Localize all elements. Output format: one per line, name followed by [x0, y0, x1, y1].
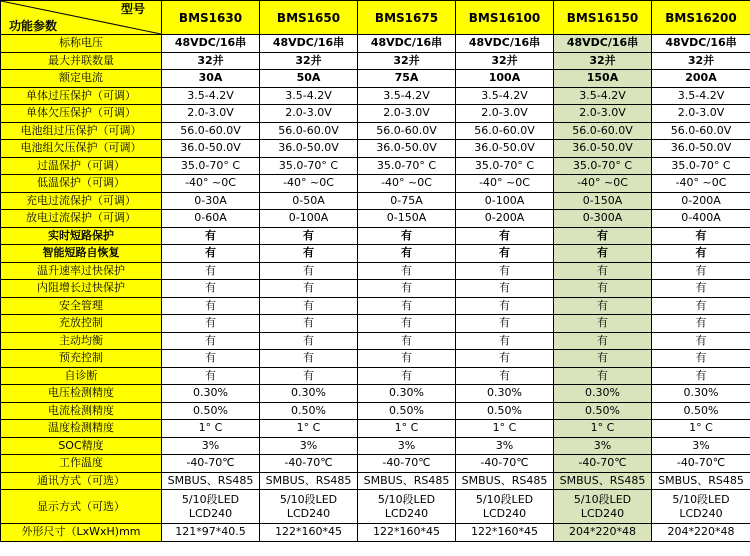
spec-value-cell: 0.30%	[358, 385, 456, 403]
spec-row	[1, 437, 750, 455]
spec-value-cell: 有	[554, 367, 652, 385]
spec-value-cell: -40-70℃	[652, 455, 750, 473]
spec-value-cell: 有	[358, 245, 456, 263]
spec-value-cell: 50A	[260, 70, 358, 88]
parameter-label: 温度检测精度	[1, 420, 162, 438]
spec-value-cell: 3%	[162, 437, 260, 455]
parameter-label: 预充控制	[1, 350, 162, 368]
spec-value-cell: 32并	[358, 52, 456, 70]
spec-value-cell: 有	[652, 262, 750, 280]
spec-value-cell: 3.5-4.2V	[456, 87, 554, 105]
spec-value-cell: 32并	[260, 52, 358, 70]
spec-value-cell: 有	[652, 280, 750, 298]
spec-value-cell: 有	[652, 297, 750, 315]
spec-value-cell: 有	[554, 332, 652, 350]
spec-row	[1, 350, 750, 368]
spec-value-cell: -40° ~0C	[652, 175, 750, 193]
spec-value-cell: 有	[162, 367, 260, 385]
spec-value-cell: 56.0-60.0V	[260, 122, 358, 140]
spec-row	[1, 385, 750, 403]
spec-value-cell: -40° ~0C	[162, 175, 260, 193]
spec-value-cell: 有	[554, 315, 652, 333]
spec-value-cell: 0-150A	[554, 192, 652, 210]
spec-value-cell: 有	[260, 315, 358, 333]
model-header-cell: BMS1675	[358, 1, 456, 35]
spec-row	[1, 52, 750, 70]
spec-value-cell: 5/10段LED LCD240	[162, 490, 260, 524]
spec-value-cell: 204*220*48	[652, 524, 750, 542]
spec-value-cell: 204*220*48	[554, 524, 652, 542]
spec-row	[1, 35, 750, 53]
spec-value-cell: 3.5-4.2V	[358, 87, 456, 105]
spec-value-cell: 56.0-60.0V	[358, 122, 456, 140]
spec-value-cell: 121*97*40.5	[162, 524, 260, 542]
parameter-label: 最大并联数量	[1, 52, 162, 70]
parameter-label: 外形尺寸（LxWxH)mm	[1, 524, 162, 542]
spec-value-cell: 有	[162, 315, 260, 333]
parameter-label: 单体欠压保护（可调）	[1, 105, 162, 123]
spec-row	[1, 524, 750, 542]
spec-value-cell: 有	[652, 350, 750, 368]
spec-value-cell: 有	[358, 315, 456, 333]
model-header-label: 型号	[120, 2, 145, 16]
spec-value-cell: 0.50%	[162, 402, 260, 420]
spec-value-cell: 36.0-50.0V	[652, 140, 750, 158]
parameter-label: 充电过流保护（可调）	[1, 192, 162, 210]
spec-row	[1, 315, 750, 333]
spec-value-cell: 0.50%	[358, 402, 456, 420]
spec-value-cell: 48VDC/16串	[162, 35, 260, 53]
spec-value-cell: 有	[554, 227, 652, 245]
spec-value-cell: -40° ~0C	[358, 175, 456, 193]
spec-row	[1, 402, 750, 420]
spec-value-cell: 0-400A	[652, 210, 750, 228]
spec-value-cell: -40-70℃	[162, 455, 260, 473]
model-header-cell: BMS16200	[652, 1, 750, 35]
parameter-label: 标称电压	[1, 35, 162, 53]
parameter-label: 工作温度	[1, 455, 162, 473]
model-header-cell: BMS16100	[456, 1, 554, 35]
spec-value-cell: 32并	[162, 52, 260, 70]
spec-value-cell: 有	[456, 297, 554, 315]
spec-value-cell: 0-30A	[162, 192, 260, 210]
spec-value-cell: 0-150A	[358, 210, 456, 228]
spec-row	[1, 332, 750, 350]
spec-value-cell: 2.0-3.0V	[358, 105, 456, 123]
spec-value-cell: 有	[554, 297, 652, 315]
spec-row	[1, 210, 750, 228]
spec-value-cell: 有	[162, 350, 260, 368]
model-header-cell: BMS1650	[260, 1, 358, 35]
spec-value-cell: 有	[456, 280, 554, 298]
spec-value-cell: 有	[358, 227, 456, 245]
spec-value-cell: 48VDC/16串	[358, 35, 456, 53]
spec-value-cell: 32并	[554, 52, 652, 70]
spec-value-cell: 36.0-50.0V	[260, 140, 358, 158]
spec-value-cell: 1° C	[554, 420, 652, 438]
spec-value-cell: 2.0-3.0V	[456, 105, 554, 123]
spec-value-cell: 有	[554, 350, 652, 368]
spec-row	[1, 157, 750, 175]
spec-row	[1, 122, 750, 140]
spec-value-cell: 有	[162, 245, 260, 263]
spec-value-cell: 0-100A	[260, 210, 358, 228]
spec-value-cell: 有	[260, 245, 358, 263]
spec-value-cell: 2.0-3.0V	[652, 105, 750, 123]
spec-value-cell: 3.5-4.2V	[652, 87, 750, 105]
spec-value-cell: 有	[456, 315, 554, 333]
parameter-label: 显示方式（可选）	[1, 490, 162, 524]
spec-row	[1, 175, 750, 193]
spec-value-cell: 1° C	[456, 420, 554, 438]
spec-value-cell: 0.30%	[652, 385, 750, 403]
spec-value-cell: 5/10段LED LCD240	[358, 490, 456, 524]
parameter-label: 低温保护（可调）	[1, 175, 162, 193]
spec-value-cell: 有	[652, 245, 750, 263]
spec-row	[1, 455, 750, 473]
spec-value-cell: 150A	[554, 70, 652, 88]
spec-value-cell: 有	[456, 367, 554, 385]
spec-value-cell: 200A	[652, 70, 750, 88]
spec-value-cell: 5/10段LED LCD240	[456, 490, 554, 524]
spec-value-cell: 36.0-50.0V	[456, 140, 554, 158]
spec-value-cell: 有	[358, 350, 456, 368]
header-corner-cell	[1, 1, 162, 35]
parameter-label: 过温保护（可调）	[1, 157, 162, 175]
spec-value-cell: 35.0-70° C	[456, 157, 554, 175]
spec-value-cell: 1° C	[260, 420, 358, 438]
spec-value-cell: 1° C	[652, 420, 750, 438]
spec-value-cell: 0.50%	[554, 402, 652, 420]
model-header-cell: BMS1630	[162, 1, 260, 35]
spec-row	[1, 297, 750, 315]
spec-value-cell: 0-200A	[652, 192, 750, 210]
spec-value-cell: 122*160*45	[456, 524, 554, 542]
spec-value-cell: 0.50%	[652, 402, 750, 420]
spec-value-cell: 有	[554, 245, 652, 263]
spec-value-cell: 有	[358, 280, 456, 298]
spec-value-cell: 有	[456, 350, 554, 368]
spec-value-cell: 有	[162, 297, 260, 315]
spec-value-cell: 36.0-50.0V	[358, 140, 456, 158]
spec-value-cell: 3.5-4.2V	[554, 87, 652, 105]
parameter-label: 电池组过压保护（可调）	[1, 122, 162, 140]
spec-value-cell: 35.0-70° C	[162, 157, 260, 175]
spec-value-cell: 有	[358, 332, 456, 350]
spec-value-cell: 35.0-70° C	[358, 157, 456, 175]
parameter-label: 单体过压保护（可调）	[1, 87, 162, 105]
spec-value-cell: 0.30%	[162, 385, 260, 403]
spec-value-cell: 2.0-3.0V	[554, 105, 652, 123]
spec-value-cell: -40-70℃	[554, 455, 652, 473]
spec-value-cell: 36.0-50.0V	[554, 140, 652, 158]
spec-value-cell: 有	[260, 262, 358, 280]
spec-value-cell: 0-50A	[260, 192, 358, 210]
parameter-label: 安全管理	[1, 297, 162, 315]
spec-row	[1, 367, 750, 385]
spec-value-cell: 有	[260, 350, 358, 368]
spec-value-cell: 0.50%	[456, 402, 554, 420]
spec-value-cell: -40° ~0C	[456, 175, 554, 193]
spec-value-cell: SMBUS、RS485	[162, 472, 260, 490]
spec-value-cell: 3%	[652, 437, 750, 455]
spec-value-cell: 122*160*45	[260, 524, 358, 542]
spec-value-cell: 有	[162, 227, 260, 245]
spec-value-cell: SMBUS、RS485	[652, 472, 750, 490]
spec-value-cell: 有	[652, 367, 750, 385]
spec-value-cell: 有	[554, 262, 652, 280]
spec-row	[1, 70, 750, 88]
spec-value-cell: 有	[260, 297, 358, 315]
spec-value-cell: 有	[652, 227, 750, 245]
spec-value-cell: 0-75A	[358, 192, 456, 210]
spec-value-cell: 35.0-70° C	[652, 157, 750, 175]
spec-value-cell: 有	[456, 332, 554, 350]
spec-value-cell: 3.5-4.2V	[260, 87, 358, 105]
spec-value-cell: 32并	[456, 52, 554, 70]
spec-value-cell: 1° C	[358, 420, 456, 438]
parameter-label: 主动均衡	[1, 332, 162, 350]
spec-row	[1, 245, 750, 263]
spec-value-cell: SMBUS、RS485	[358, 472, 456, 490]
model-header-cell: BMS16150	[554, 1, 652, 35]
spec-value-cell: 48VDC/16串	[652, 35, 750, 53]
spec-value-cell: 有	[260, 332, 358, 350]
spec-value-cell: 3%	[456, 437, 554, 455]
spec-value-cell: 32并	[652, 52, 750, 70]
spec-value-cell: 56.0-60.0V	[456, 122, 554, 140]
spec-value-cell: 0.30%	[554, 385, 652, 403]
spec-value-cell: 100A	[456, 70, 554, 88]
spec-value-cell: 48VDC/16串	[554, 35, 652, 53]
parameter-label: 放电过流保护（可调）	[1, 210, 162, 228]
spec-value-cell: 30A	[162, 70, 260, 88]
spec-value-cell: 1° C	[162, 420, 260, 438]
spec-value-cell: 0.30%	[260, 385, 358, 403]
parameter-label: 自诊断	[1, 367, 162, 385]
spec-value-cell: 0-60A	[162, 210, 260, 228]
spec-row	[1, 140, 750, 158]
spec-value-cell: SMBUS、RS485	[260, 472, 358, 490]
spec-value-cell: 有	[456, 245, 554, 263]
spec-value-cell: 0-100A	[456, 192, 554, 210]
spec-row	[1, 472, 750, 490]
header-row	[1, 1, 750, 35]
spec-value-cell: 0.30%	[456, 385, 554, 403]
parameter-label: 电压检测精度	[1, 385, 162, 403]
spec-value-cell: 3.5-4.2V	[162, 87, 260, 105]
spec-value-cell: 3%	[358, 437, 456, 455]
spec-value-cell: 48VDC/16串	[456, 35, 554, 53]
spec-value-cell: 有	[162, 332, 260, 350]
parameter-label: 内阻增长过快保护	[1, 280, 162, 298]
spec-row	[1, 280, 750, 298]
spec-value-cell: SMBUS、RS485	[554, 472, 652, 490]
spec-value-cell: 75A	[358, 70, 456, 88]
spec-value-cell: 有	[358, 297, 456, 315]
spec-value-cell: 有	[554, 280, 652, 298]
spec-value-cell: 有	[162, 262, 260, 280]
spec-value-cell: 有	[456, 227, 554, 245]
spec-value-cell: 3%	[554, 437, 652, 455]
spec-value-cell: SMBUS、RS485	[456, 472, 554, 490]
spec-value-cell: 有	[358, 262, 456, 280]
parameter-label: 智能短路自恢复	[1, 245, 162, 263]
spec-value-cell: 36.0-50.0V	[162, 140, 260, 158]
parameter-label: 电池组欠压保护（可调）	[1, 140, 162, 158]
spec-value-cell: 有	[260, 227, 358, 245]
spec-value-cell: 48VDC/16串	[260, 35, 358, 53]
spec-row	[1, 420, 750, 438]
spec-row	[1, 192, 750, 210]
spec-row	[1, 490, 750, 524]
parameter-label: 温升速率过快保护	[1, 262, 162, 280]
spec-row	[1, 262, 750, 280]
spec-value-cell: 0.50%	[260, 402, 358, 420]
spec-value-cell: 2.0-3.0V	[260, 105, 358, 123]
spec-value-cell: 122*160*45	[358, 524, 456, 542]
spec-value-cell: 5/10段LED LCD240	[260, 490, 358, 524]
parameter-label: 充放控制	[1, 315, 162, 333]
spec-value-cell: -40-70℃	[456, 455, 554, 473]
spec-value-cell: 56.0-60.0V	[652, 122, 750, 140]
spec-value-cell: 2.0-3.0V	[162, 105, 260, 123]
spec-value-cell: 有	[652, 315, 750, 333]
parameter-label: 电流检测精度	[1, 402, 162, 420]
spec-value-cell: 有	[260, 367, 358, 385]
spec-value-cell: 有	[162, 280, 260, 298]
spec-row	[1, 227, 750, 245]
spec-value-cell: 3%	[260, 437, 358, 455]
spec-value-cell: 35.0-70° C	[260, 157, 358, 175]
spec-value-cell: 56.0-60.0V	[162, 122, 260, 140]
spec-value-cell: -40° ~0C	[260, 175, 358, 193]
parameter-label: 通讯方式（可选）	[1, 472, 162, 490]
spec-value-cell: 有	[652, 332, 750, 350]
spec-value-cell: 5/10段LED LCD240	[554, 490, 652, 524]
spec-value-cell: -40° ~0C	[554, 175, 652, 193]
spec-value-cell: 0-200A	[456, 210, 554, 228]
spec-value-cell: 有	[456, 262, 554, 280]
spec-value-cell: 有	[260, 280, 358, 298]
spec-value-cell: -40-70℃	[358, 455, 456, 473]
spec-value-cell: 35.0-70° C	[554, 157, 652, 175]
spec-value-cell: 有	[358, 367, 456, 385]
spec-value-cell: 56.0-60.0V	[554, 122, 652, 140]
parameter-header-label: 功能参数	[9, 19, 58, 33]
spec-row	[1, 87, 750, 105]
spec-value-cell: 5/10段LED LCD240	[652, 490, 750, 524]
parameter-label: 额定电流	[1, 70, 162, 88]
spec-value-cell: -40-70℃	[260, 455, 358, 473]
spec-value-cell: 0-300A	[554, 210, 652, 228]
parameter-label: SOC精度	[1, 437, 162, 455]
parameter-label: 实时短路保护	[1, 227, 162, 245]
spec-row	[1, 105, 750, 123]
